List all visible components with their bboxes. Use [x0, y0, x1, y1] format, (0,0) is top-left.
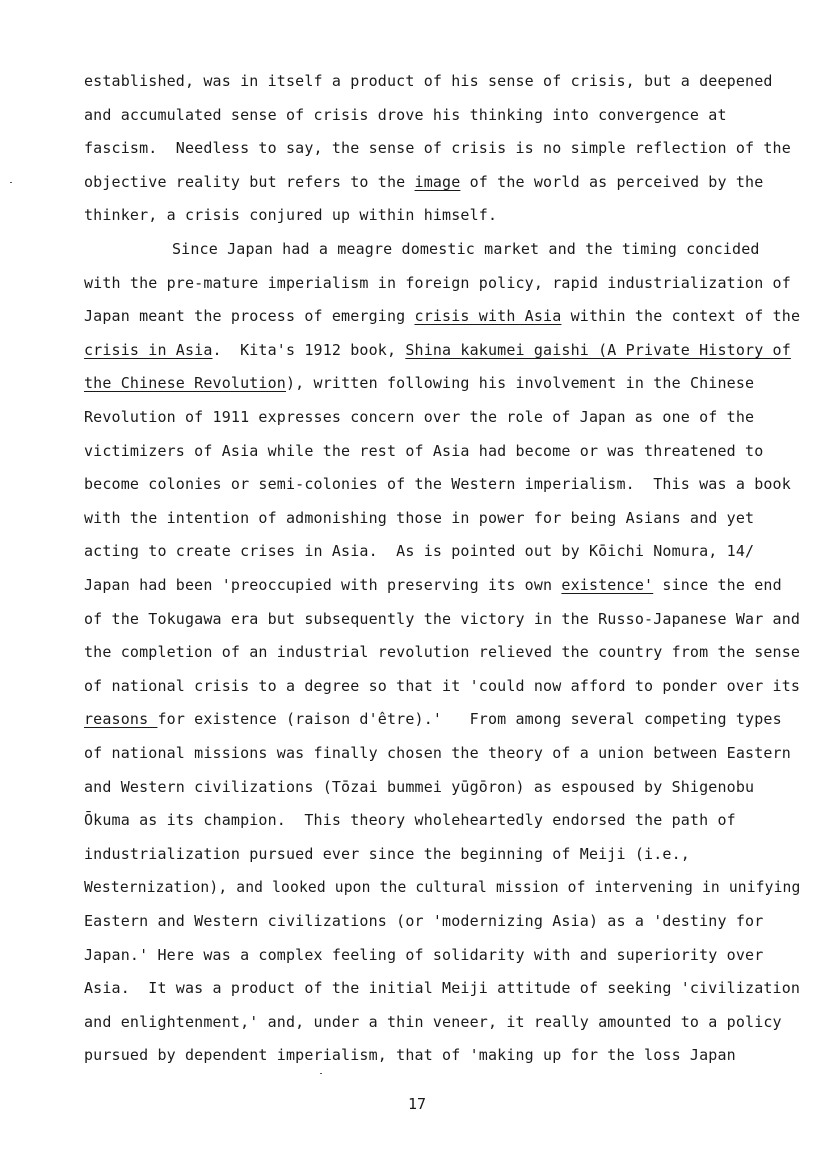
text-segment: Ōkuma as its champion. This theory wholeheartedly endorsed the path of: [84, 811, 736, 830]
text-segment: Japan had been 'preoccupied with preserving its own: [84, 576, 562, 594]
text-line: [84, 105, 727, 125]
text-segment: pursued by dependent imperialism, that of 'making up for the loss Japan: [84, 1046, 736, 1065]
text-line: [84, 575, 782, 595]
text-segment: Westernization), and looked upon the cultural mission of intervening in unifying: [84, 878, 801, 897]
text-line: [84, 609, 800, 629]
text-segment: thinker, a crisis conjured up within himself.: [84, 206, 498, 225]
underlined-text: the Chinese Revolution: [84, 374, 286, 393]
text-line: [84, 877, 800, 897]
page-number: 17: [408, 1095, 427, 1113]
text-segment: . Kita's 1912 book,: [212, 340, 406, 359]
text-segment: and enlightenment,' and, under a thin veneer, it really amounted to a policy: [84, 1012, 782, 1031]
text-line: [84, 172, 763, 192]
text-segment: since the end: [653, 576, 782, 594]
text-line: [84, 911, 763, 931]
underlined-text: crisis in Asia: [84, 340, 213, 359]
text-line: [84, 71, 773, 91]
text-line: [84, 273, 791, 293]
text-segment: within the context of the: [561, 307, 801, 326]
text-segment: Asia. It was a product of the initial Meiji attitude of seeking 'civilization: [84, 979, 801, 998]
text-line: [84, 676, 800, 696]
underlined-text: existence': [561, 576, 654, 594]
scan-mark: [10, 182, 12, 183]
text-line: [84, 642, 800, 662]
text-line: [172, 239, 760, 259]
text-segment: victimizers of Asia while the rest of Asia had become or was threatened to: [84, 441, 764, 460]
text-line: [84, 340, 791, 360]
text-line: [84, 810, 736, 830]
text-segment: of the Tokugawa era but subsequently the victory in the Russo-Japanese War and: [84, 609, 801, 628]
text-segment: Japan meant the process of emerging: [84, 307, 415, 326]
text-line: [84, 541, 754, 561]
text-line: [84, 508, 754, 528]
text-segment: industrialization pursued ever since the beginning of Meiji (i.e.,: [84, 844, 690, 863]
text-segment: acting to create crises in Asia. As is pointed out by Kōichi Nomura, 14/: [84, 542, 755, 561]
text-line: [84, 978, 800, 998]
text-segment: and Western civilizations (Tōzai bummei yūgōron) as espoused by Shigenobu: [84, 777, 755, 796]
underlined-text: image: [414, 172, 461, 191]
scan-mark: [320, 1073, 322, 1074]
text-segment: with the intention of admonishing those in power for being Asians and yet: [84, 508, 755, 527]
text-segment: of national crisis to a degree so that it 'could now afford to ponder over its: [84, 676, 801, 695]
text-line: [84, 138, 791, 158]
text-line: [84, 743, 791, 763]
text-line: [84, 709, 782, 729]
text-segment: Since Japan had a meagre domestic market and the timing concided: [172, 240, 760, 258]
text-line: [84, 306, 800, 326]
text-segment: ), written following his involvement in the Chinese: [285, 374, 755, 393]
text-segment: and accumulated sense of crisis drove his thinking into convergence at: [84, 105, 727, 124]
text-line: [84, 1045, 736, 1065]
text-line: [84, 1012, 782, 1032]
text-segment: objective reality but refers to the: [84, 172, 415, 191]
underlined-text: crisis with Asia: [414, 307, 562, 326]
text-segment: Japan.' Here was a complex feeling of solidarity with and superiority over: [84, 945, 764, 964]
text-line: [84, 205, 497, 225]
text-segment: Eastern and Western civilizations (or 'modernizing Asia) as a 'destiny for: [84, 912, 764, 930]
text-segment: of national missions was finally chosen the theory of a union between Eastern: [84, 744, 791, 762]
underlined-text: Shina kakumei gaishi (A Private History of: [405, 340, 791, 359]
text-line: [84, 407, 754, 427]
text-line: [84, 844, 690, 864]
underlined-text: reasons: [84, 710, 158, 729]
text-line: [84, 441, 763, 461]
text-segment: of the world as perceived by the: [460, 172, 764, 191]
text-line: [84, 373, 754, 393]
text-line: [84, 474, 791, 494]
text-segment: fascism. Needless to say, the sense of crisis is no simple reflection of the: [84, 139, 791, 158]
text-segment: for existence (raison d'être).' From among several competing types: [157, 710, 782, 729]
text-line: [84, 777, 754, 797]
text-line: [84, 945, 763, 965]
text-segment: the completion of an industrial revolution relieved the country from the sense: [84, 643, 801, 662]
text-segment: become colonies or semi-colonies of the Western imperialism. This was a book: [84, 475, 791, 494]
text-segment: Revolution of 1911 expresses concern over the role of Japan as one of the: [84, 408, 755, 426]
text-segment: established, was in itself a product of his sense of crisis, but a deepened: [84, 72, 773, 90]
text-segment: with the pre-mature imperialism in foreign policy, rapid industrialization of: [84, 273, 791, 292]
